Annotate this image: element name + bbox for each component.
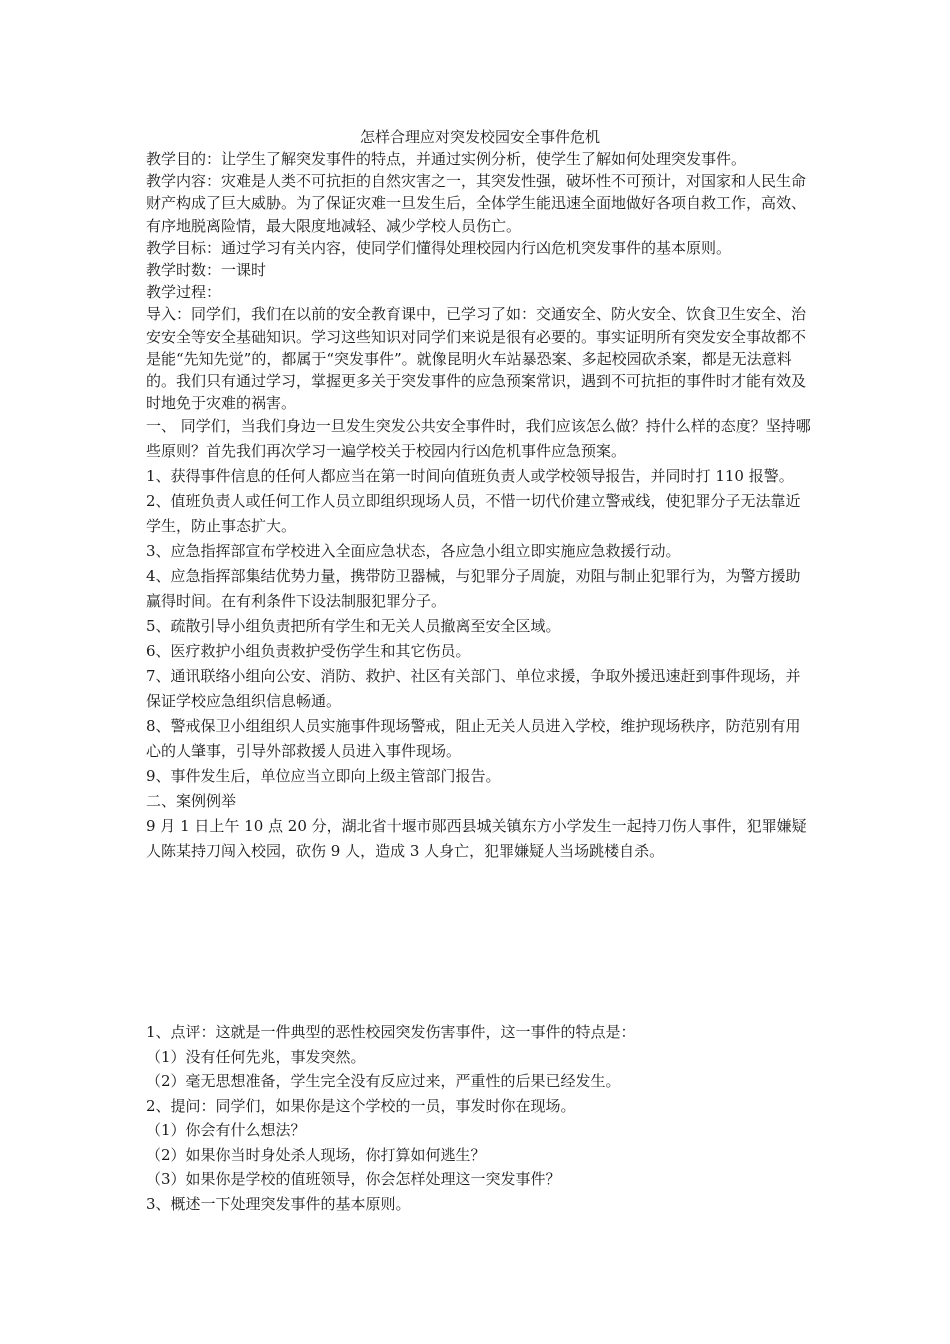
discussion-line: （1）没有任何先兆，事发突然。 xyxy=(146,1047,366,1066)
teaching-content: 教学内容：灾难是人类不可抗拒的自然灾害之一，其突发性强，破坏性不可预计，对国家和人民生命财产构成了巨大威胁。为了保证灾难一旦发生后，全体学生能迅速全面地做好各项自救工作，高效、有序地脱离险情，最大限度地减轻、减少学校人员伤亡。 xyxy=(146,172,807,235)
plan-item: 7、通讯联络小组向公安、消防、救护、社区有关部门、单位求援，争取外援迅速赶到事件现场，并保证学校应急组织信息畅通。 xyxy=(146,667,801,711)
lead-in-paragraph: 导入：同学们，我们在以前的安全教育课中，已学习了如：交通安全、防火安全、饮食卫生安全、治安安全等安全基础知识。学习这些知识对同学们来说是很有必要的。事实证明所有突发安全事故都不是能“先知先觉”的，都属于“突发事件”。就像昆明火车站暴恐案、多起校园砍杀案，都是无法意料的。我们只有通过学习，掌握更多关于突发事件的应急预案常识，遇到不可抗拒的事件时才能有效及时地免于灾难的祸害。 xyxy=(146,305,807,413)
part-two-heading: 二、案例例举 xyxy=(146,792,237,811)
discussion-line: 1、点评：这就是一件典型的恶性校园突发伤害事件，这一事件的特点是： xyxy=(146,1023,636,1041)
lesson-plan-body xyxy=(146,148,814,864)
teaching-process: 教学过程： xyxy=(146,283,222,302)
case-description: 9 月 1 日上午 10 点 20 分，湖北省十堰市郧西县城关镇东方小学发生一起持刀伤人事件，犯罪嫌疑人陈某持刀闯入校园，砍伤 9 人，造成 3 人身亡，犯罪嫌疑人当场跳楼自杀。 xyxy=(146,817,807,861)
discussion-line: （1）你会有什么想法？ xyxy=(146,1121,306,1139)
teaching-purpose: 教学目的：让学生了解突发事件的特点，并通过实例分析，使学生了解如何处理突发事件。 xyxy=(146,150,747,168)
discussion-line: 2、提问：同学们，如果你是这个学校的一员，事发时你在现场。 xyxy=(146,1096,576,1115)
discussion-line: （2）如果你当时身处杀人现场，你打算如何逃生？ xyxy=(146,1145,486,1164)
discussion-line: （2）毫无思想准备，学生完全没有反应过来，严重性的后果已经发生。 xyxy=(146,1072,621,1090)
plan-item: 5、疏散引导小组负责把所有学生和无关人员撤离至安全区域。 xyxy=(146,617,561,636)
teaching-hours: 教学时数：一课时 xyxy=(146,261,267,280)
document-page xyxy=(146,126,814,1213)
plan-item: 2、值班负责人或任何工作人员立即组织现场人员，不惜一切代价建立警戒线，使犯罪分子无法靠近学生，防止事态扩大。 xyxy=(146,492,801,536)
teaching-goal: 教学目标：通过学习有关内容，使同学们懂得处理校园内行凶危机突发事件的基本原则。 xyxy=(146,238,732,257)
plan-item: 6、医疗救护小组负责救护受伤学生和其它伤员。 xyxy=(146,642,471,661)
discussion-line: （3）如果你是学校的值班领导，你会怎样处理这一突发事件？ xyxy=(146,1170,561,1188)
plan-item: 1、获得事件信息的任何人都应当在第一时间向值班负责人或学校领导报告，并同时打 110 报警。 xyxy=(146,467,794,486)
plan-item: 8、警戒保卫小组组织人员实施事件现场警戒，阻止无关人员进入学校，维护现场秩序，防范别有用心的人肇事，引导外部救援人员进入事件现场。 xyxy=(146,717,801,761)
discussion-line: 3、概述一下处理突发事件的基本原则。 xyxy=(146,1194,411,1213)
plan-item: 4、应急指挥部集结优势力量，携带防卫器械，与犯罪分子周旋，劝阻与制止犯罪行为，为警方援助赢得时间。在有利条件下设法制服犯罪分子。 xyxy=(146,567,801,611)
discussion-section xyxy=(146,1020,814,1216)
plan-item: 3、应急指挥部宣布学校进入全面应急状态，各应急小组立即实施应急救援行动。 xyxy=(146,542,681,561)
plan-item: 9、事件发生后，单位应当立即向上级主管部门报告。 xyxy=(146,767,501,786)
part-one-heading: 一、 同学们，当我们身边一旦发生突发公共安全事件时，我们应该怎么做？持什么样的态度？坚持哪些原则？首先我们再次学习一遍学校关于校园内行凶危机事件应急预案。 xyxy=(146,417,811,461)
document-title: 怎样合理应对突发校园安全事件危机 xyxy=(359,128,600,146)
